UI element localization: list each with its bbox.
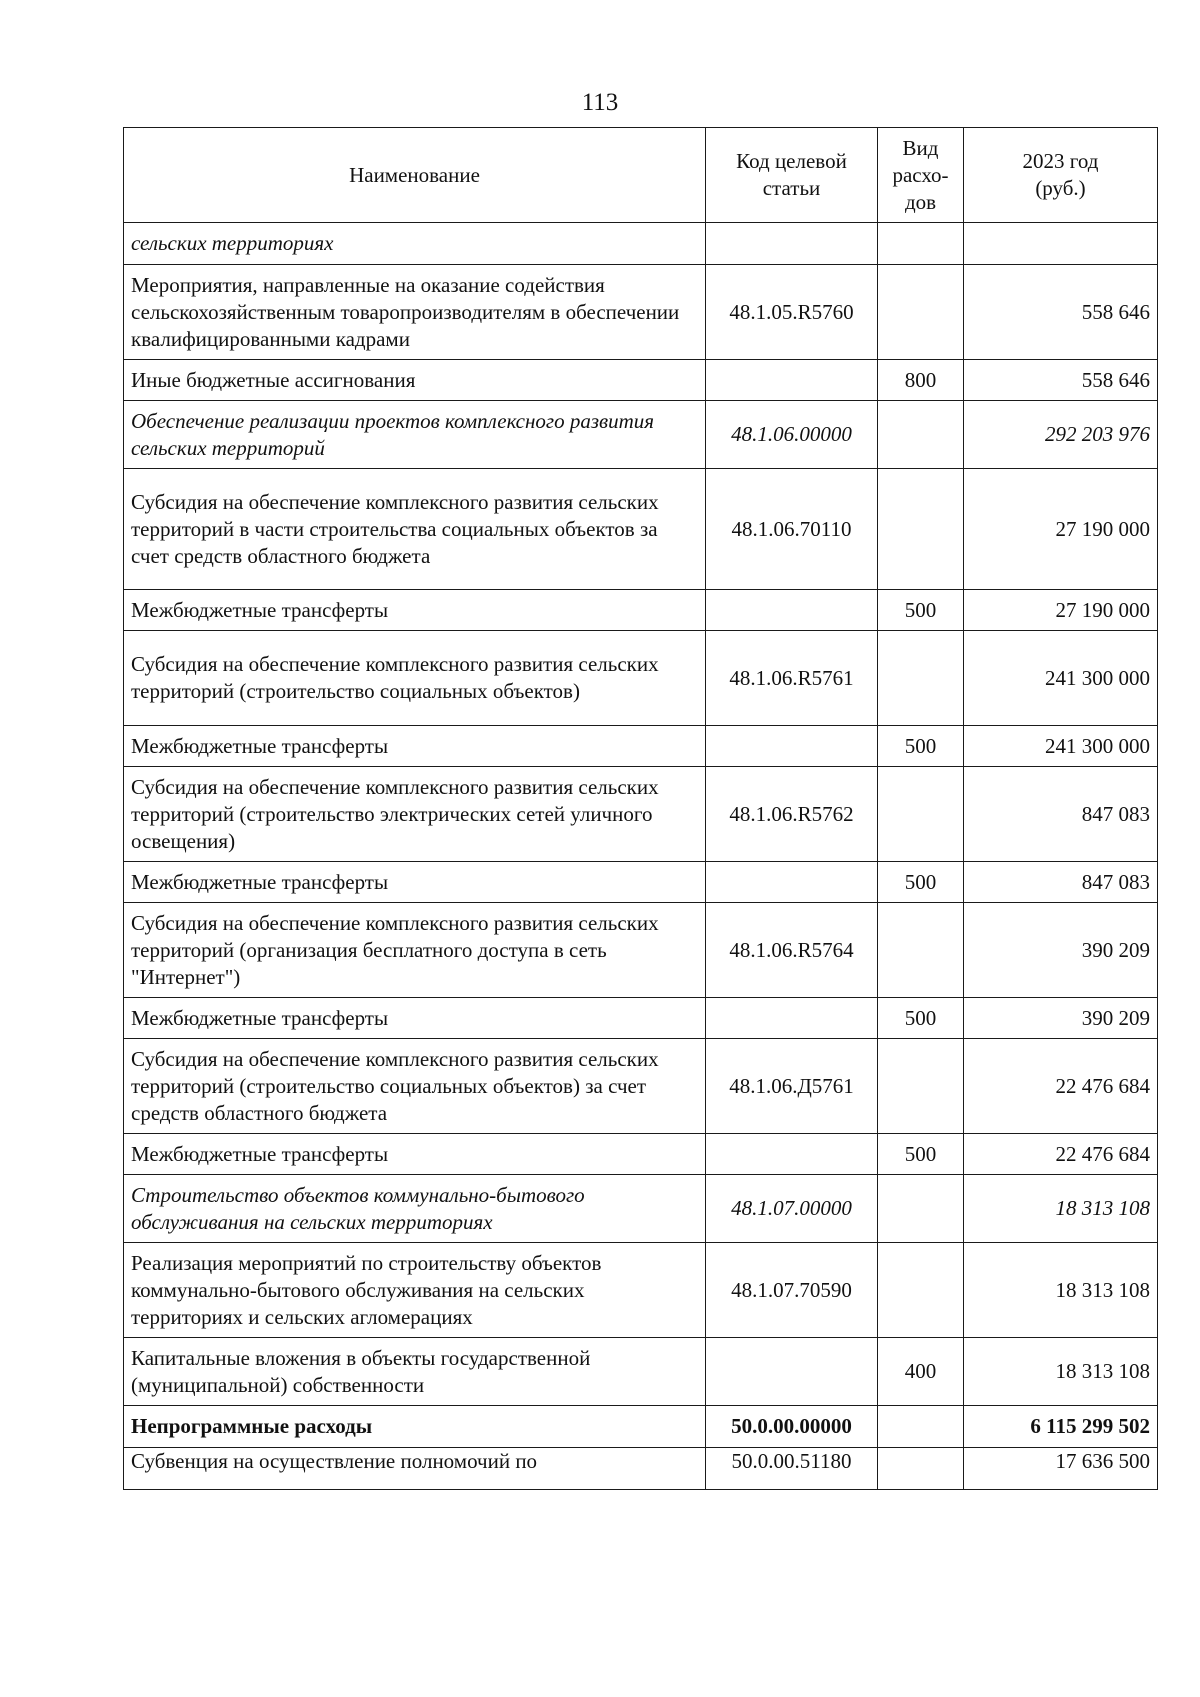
cell-type bbox=[878, 265, 964, 360]
cell-type bbox=[878, 1448, 964, 1490]
cell-name: Обеспечение реализации проектов комплексного развития сельских территорий bbox=[124, 401, 706, 469]
cell-name: Межбюджетные трансферты bbox=[124, 590, 706, 631]
cell-amount: 847 083 bbox=[964, 862, 1158, 903]
table-row bbox=[124, 903, 1158, 998]
cell-type bbox=[878, 903, 964, 998]
cell-amount: 241 300 000 bbox=[964, 726, 1158, 767]
cell-name: Субвенция на осуществление полномочий по bbox=[124, 1448, 706, 1490]
cell-code: 48.1.07.70590 bbox=[706, 1243, 878, 1338]
cell-code: 48.1.07.00000 bbox=[706, 1175, 878, 1243]
cell-type bbox=[878, 1243, 964, 1338]
cell-type bbox=[878, 1175, 964, 1243]
cell-type: 500 bbox=[878, 1134, 964, 1175]
cell-name: Иные бюджетные ассигнования bbox=[124, 360, 706, 401]
cell-code bbox=[706, 726, 878, 767]
cell-code bbox=[706, 1134, 878, 1175]
cell-type bbox=[878, 767, 964, 862]
table-row bbox=[124, 998, 1158, 1039]
cell-type: 400 bbox=[878, 1338, 964, 1406]
cell-code bbox=[706, 998, 878, 1039]
cell-name: Субсидия на обеспечение комплексного развития сельских территорий (строительство электрических сетей уличного освещения) bbox=[124, 767, 706, 862]
table-row bbox=[124, 862, 1158, 903]
cell-name: Субсидия на обеспечение комплексного развития сельских территорий (строительство социальных объектов) за счет средств областного бюджета bbox=[124, 1039, 706, 1134]
cell-amount: 292 203 976 bbox=[964, 401, 1158, 469]
cell-code: 50.0.00.51180 bbox=[706, 1448, 878, 1490]
cell-amount: 18 313 108 bbox=[964, 1338, 1158, 1406]
cell-type bbox=[878, 1406, 964, 1448]
cell-type bbox=[878, 1039, 964, 1134]
cell-amount bbox=[964, 223, 1158, 265]
cell-type: 500 bbox=[878, 590, 964, 631]
cell-code: 48.1.06.00000 bbox=[706, 401, 878, 469]
table-row bbox=[124, 767, 1158, 862]
cell-type bbox=[878, 469, 964, 590]
table-row bbox=[124, 401, 1158, 469]
table-row bbox=[124, 1039, 1158, 1134]
cell-name: Межбюджетные трансферты bbox=[124, 998, 706, 1039]
cell-amount: 27 190 000 bbox=[964, 469, 1158, 590]
cell-code: 48.1.06.R5761 bbox=[706, 631, 878, 726]
cell-name: Строительство объектов коммунально-бытового обслуживания на сельских территориях bbox=[124, 1175, 706, 1243]
cell-type: 800 bbox=[878, 360, 964, 401]
table-row bbox=[124, 1175, 1158, 1243]
cell-name: Межбюджетные трансферты bbox=[124, 862, 706, 903]
table-body bbox=[124, 223, 1158, 1490]
cell-code bbox=[706, 862, 878, 903]
cell-name: Межбюджетные трансферты bbox=[124, 726, 706, 767]
cell-code: 48.1.06.70110 bbox=[706, 469, 878, 590]
cell-type: 500 bbox=[878, 998, 964, 1039]
cell-code bbox=[706, 1338, 878, 1406]
table-row bbox=[124, 1448, 1158, 1490]
cell-amount: 390 209 bbox=[964, 998, 1158, 1039]
table-row bbox=[124, 265, 1158, 360]
cell-name: Мероприятия, направленные на оказание содействия сельскохозяйственным товаропроизводителям в обеспечении квалифицированными кадрами bbox=[124, 265, 706, 360]
table-row bbox=[124, 1134, 1158, 1175]
cell-amount: 558 646 bbox=[964, 360, 1158, 401]
table-row bbox=[124, 1243, 1158, 1338]
cell-amount: 558 646 bbox=[964, 265, 1158, 360]
cell-amount: 17 636 500 bbox=[964, 1448, 1158, 1490]
cell-code: 48.1.06.Д5761 bbox=[706, 1039, 878, 1134]
table-row bbox=[124, 1338, 1158, 1406]
cell-amount: 390 209 bbox=[964, 903, 1158, 998]
header-code: Код целевой статьи bbox=[706, 128, 878, 223]
table-row bbox=[124, 726, 1158, 767]
cell-name: Субсидия на обеспечение комплексного развития сельских территорий (организация бесплатного доступа в сеть "Интернет") bbox=[124, 903, 706, 998]
cell-amount: 18 313 108 bbox=[964, 1243, 1158, 1338]
budget-table bbox=[123, 127, 1158, 1490]
cell-type bbox=[878, 631, 964, 726]
page-number: 113 bbox=[581, 89, 619, 116]
cell-code bbox=[706, 360, 878, 401]
cell-amount: 22 476 684 bbox=[964, 1134, 1158, 1175]
header-type: Вид расхо- дов bbox=[878, 128, 964, 223]
cell-name: сельских территориях bbox=[124, 223, 706, 265]
cell-code: 48.1.06.R5764 bbox=[706, 903, 878, 998]
cell-amount: 847 083 bbox=[964, 767, 1158, 862]
table-row bbox=[124, 360, 1158, 401]
cell-code: 50.0.00.00000 bbox=[706, 1406, 878, 1448]
cell-code bbox=[706, 223, 878, 265]
cell-type bbox=[878, 401, 964, 469]
cell-type: 500 bbox=[878, 862, 964, 903]
cell-name: Субсидия на обеспечение комплексного развития сельских территорий (строительство социальных объектов) bbox=[124, 631, 706, 726]
cell-code: 48.1.06.R5762 bbox=[706, 767, 878, 862]
table-row bbox=[124, 1406, 1158, 1448]
cell-amount: 27 190 000 bbox=[964, 590, 1158, 631]
cell-type: 500 bbox=[878, 726, 964, 767]
cell-amount: 18 313 108 bbox=[964, 1175, 1158, 1243]
cell-amount: 241 300 000 bbox=[964, 631, 1158, 726]
cell-amount: 6 115 299 502 bbox=[964, 1406, 1158, 1448]
table-row bbox=[124, 631, 1158, 726]
table-row bbox=[124, 223, 1158, 265]
cell-name: Реализация мероприятий по строительству объектов коммунально-бытового обслуживания на сельских территориях и сельских агломерациях bbox=[124, 1243, 706, 1338]
header-amount: 2023 год (руб.) bbox=[964, 128, 1158, 223]
cell-code: 48.1.05.R5760 bbox=[706, 265, 878, 360]
table-row bbox=[124, 469, 1158, 590]
header-name: Наименование bbox=[124, 128, 706, 223]
cell-name: Непрограммные расходы bbox=[124, 1406, 706, 1448]
cell-code bbox=[706, 590, 878, 631]
cell-name: Межбюджетные трансферты bbox=[124, 1134, 706, 1175]
cell-name: Субсидия на обеспечение комплексного развития сельских территорий в части строительства социальных объектов за счет средств областного бюджета bbox=[124, 469, 706, 590]
table-header-row bbox=[124, 128, 1158, 223]
cell-type bbox=[878, 223, 964, 265]
cell-amount: 22 476 684 bbox=[964, 1039, 1158, 1134]
cell-name: Капитальные вложения в объекты государственной (муниципальной) собственности bbox=[124, 1338, 706, 1406]
table-row bbox=[124, 590, 1158, 631]
